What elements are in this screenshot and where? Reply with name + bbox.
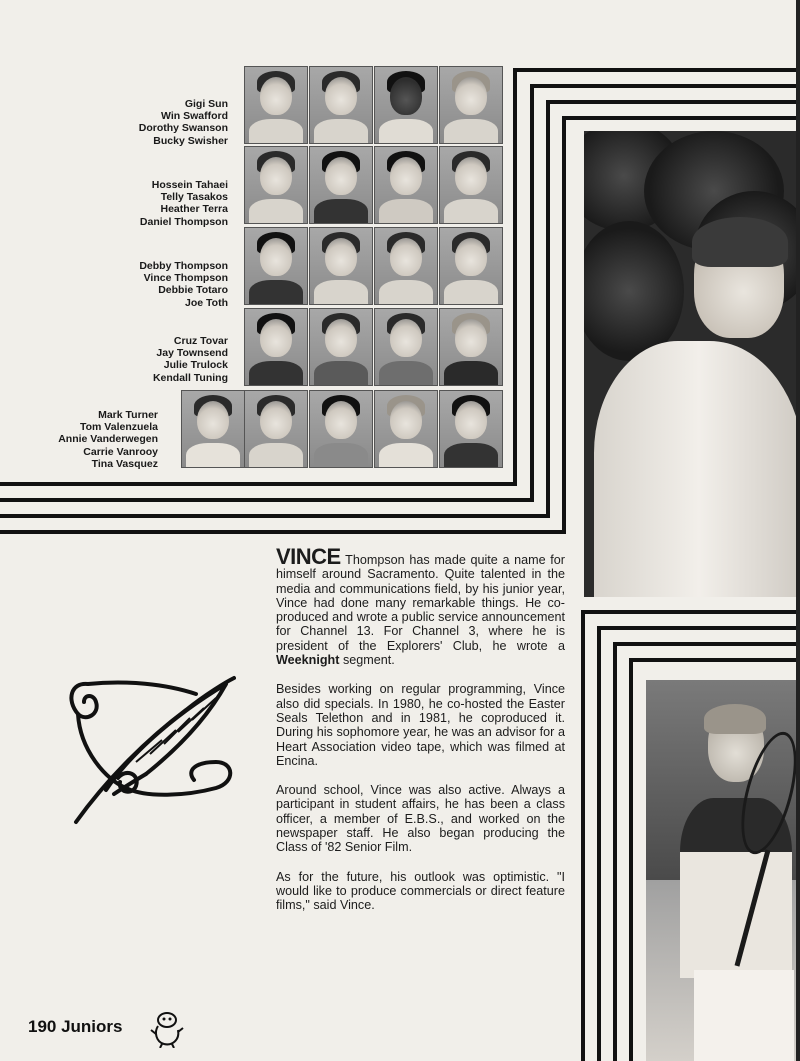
student-name: Hossein Tahaei [151,179,228,191]
student-name: Mark Turner [98,409,158,421]
student-portrait [439,66,503,144]
student-portrait [309,308,373,386]
student-name: Tina Vasquez [91,457,158,470]
student-portrait [244,308,308,386]
student-name: Kendall Tuning [152,371,228,384]
student-name: Dorothy Swanson [138,122,228,135]
student-name: Win Swafford [161,110,228,123]
feature-article [276,544,565,928]
name-list-row-5 [58,409,158,470]
student-portrait [309,66,373,144]
student-name: Jay Townsend [156,347,228,360]
feature-photo-outdoor [584,131,796,597]
student-name: Cruz Tovar [173,335,228,347]
article-text: Thompson has made quite a name for himself around Sacramento. Quite talented in the media and communications field, by his junior year, Vince had done many remarkable things. He co-produced and wrote a public service announcement for Channel 13. For Channel 3, where he is president of the Explorers' Club, he wrote a [276,553,565,653]
quill-scroll-icon [66,670,236,830]
student-name: Julie Trulock [163,359,228,372]
student-portrait [374,390,438,468]
student-name: Debbie Totaro [158,284,228,297]
student-name: Bucky Swisher [153,134,228,147]
student-portrait [309,227,373,305]
student-portrait [244,227,308,305]
student-name: Daniel Thompson [139,215,228,228]
student-portrait [309,390,373,468]
student-portrait [309,146,373,224]
student-portrait [374,227,438,305]
student-portrait [374,66,438,144]
student-name: Telly Tasakos [160,191,228,204]
student-name: Tom Valenzuela [80,421,158,434]
student-portrait [244,146,308,224]
student-name: Annie Vanderwegen [58,433,158,446]
article-paragraph [276,544,565,668]
student-name: Vince Thompson [143,272,228,285]
article-paragraph: As for the future, his outlook was optimistic. "I would like to produce commercials or direct feature films," said Vince. [276,869,565,913]
student-portrait [439,308,503,386]
student-name: Gigi Sun [184,98,228,110]
name-list-row-4 [153,335,228,384]
article-emphasis: Weeknight [276,653,340,668]
name-list-row-1 [139,98,228,147]
student-portrait [244,390,308,468]
student-name: Debby Thompson [139,260,228,272]
student-name: Carrie Vanrooy [83,445,158,458]
student-portrait [439,146,503,224]
feature-photo-tennis [646,680,796,1061]
student-portrait [244,66,308,144]
student-portrait [439,390,503,468]
student-portrait [181,390,245,468]
name-list-row-2 [140,179,228,228]
mascot-icon [150,1010,184,1048]
page-footer [28,1017,123,1037]
article-paragraph: Around school, Vince was also active. Always a participant in student affairs, he has been a class officer, a member of E.B.S., and worked on the newspaper staff. He also began producing the Class of '82 Senior Film. [276,783,565,855]
article-text: segment. [339,653,395,668]
student-portrait [374,308,438,386]
name-list-row-3 [139,260,228,309]
article-lead-word: VINCE [276,544,341,569]
page-label: 190 Juniors [28,1017,123,1036]
student-name: Joe Toth [185,296,228,309]
student-portrait [439,227,503,305]
student-portrait [374,146,438,224]
article-paragraph: Besides working on regular programming, Vince also did specials. In 1980, he co-hosted the Easter Seals Telethon and in 1981, he coproduced it. During his sophomore year, he was an advisor for a Heart Association video tape, which was filmed at Encina. [276,682,565,768]
student-name: Heather Terra [160,203,228,216]
